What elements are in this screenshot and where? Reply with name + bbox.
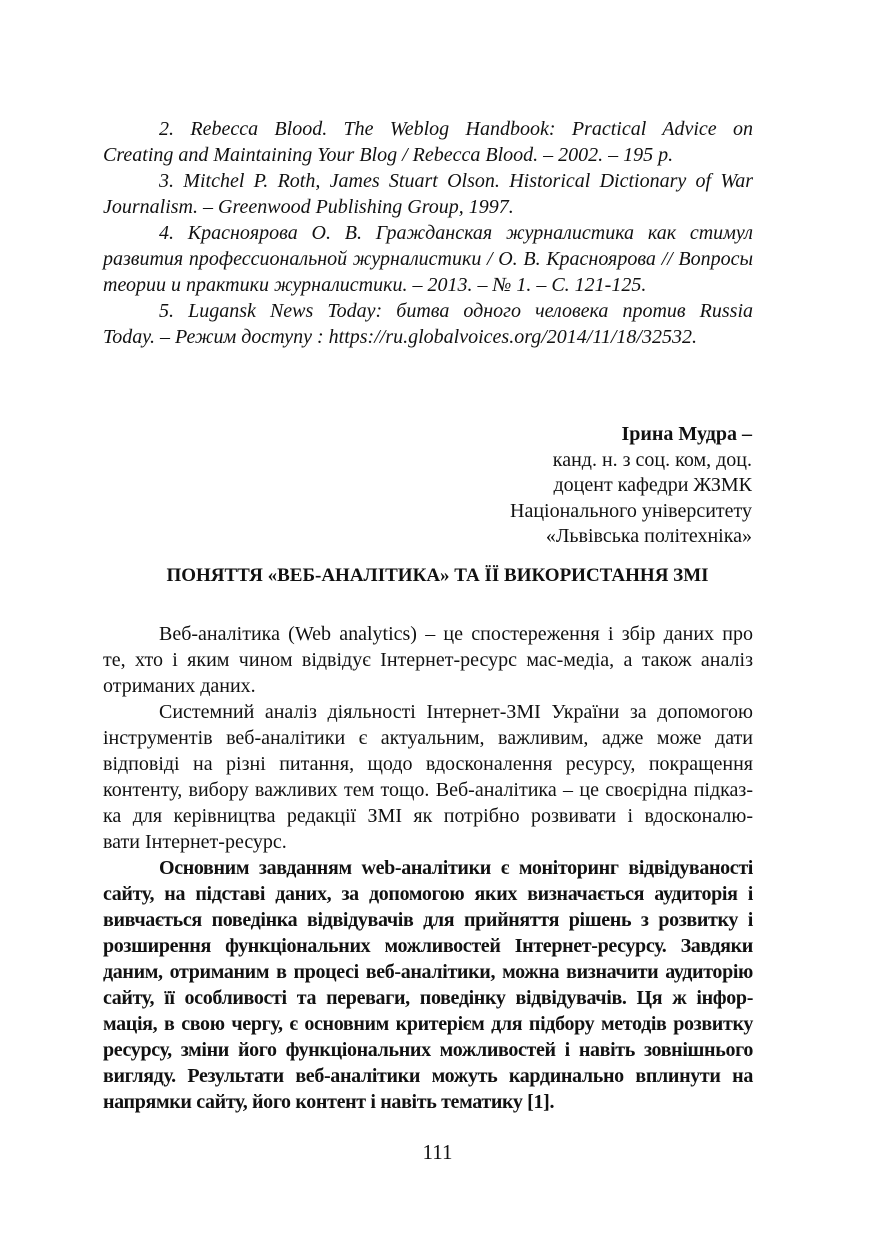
paragraph bbox=[103, 699, 753, 855]
references-list bbox=[103, 116, 753, 350]
paragraph bbox=[103, 621, 753, 699]
paragraph-line: отриманих даних. bbox=[103, 675, 256, 697]
page-number: 111 bbox=[422, 1140, 453, 1164]
author-name: Ірина Мудра – bbox=[621, 423, 752, 445]
paragraph-line: Веб-аналітика (Web analytics) – це спостереження і збір даних про bbox=[159, 623, 753, 645]
reference-line: теории и практики журналистики. – 2013. – № 1. – С. 121-125. bbox=[103, 274, 647, 296]
paragraph-line: Системний аналіз діяльності Інтернет-ЗМІ України за допомогою bbox=[159, 701, 753, 723]
paragraph-line: контенту, вибору важливих тем тощо. Веб-аналітика – це своєрідна підказ- bbox=[103, 779, 753, 801]
article-title: ПОНЯТТЯ «ВЕБ-АНАЛІТИКА» ТА ЇЇ ВИКОРИСТАННЯ ЗМІ bbox=[166, 565, 709, 586]
author-university: Національного університету bbox=[510, 499, 752, 522]
reference-line: 2. Rebecca Blood. The Weblog Handbook: Practical Advice on bbox=[159, 118, 753, 140]
paragraph-line: інструментів веб-аналітики є актуальним, важливим, адже може дати bbox=[103, 727, 753, 749]
reference-item bbox=[103, 116, 753, 168]
paragraph-line: мація, в свою чергу, є основним критерієм для підбору методів розвитку bbox=[103, 1013, 753, 1035]
paragraph-line: розширення функціональних можливостей Інтернет-ресурсу. Завдяки bbox=[103, 935, 753, 957]
author-degree: канд. н. з соц. ком, доц. bbox=[552, 448, 752, 471]
paragraph-line: відповіді на різні питання, щодо вдосконалення ресурсу, покращення bbox=[103, 753, 753, 775]
article-body bbox=[103, 621, 753, 1115]
paragraph-emphasized bbox=[103, 855, 753, 1115]
reference-line: 3. Mitchel P. Roth, James Stuart Olson. Historical Dictionary of War bbox=[159, 170, 753, 192]
reference-item bbox=[103, 220, 753, 298]
paragraph-line: вати Інтернет-ресурс. bbox=[103, 831, 287, 853]
paragraph-line: ресурсу, зміни його функціональних можливостей і навіть зовнішнього bbox=[103, 1039, 753, 1061]
paragraph-line: Основним завданням web-аналітики є моніторинг відвідуваності bbox=[159, 857, 753, 879]
reference-line: 5. Lugansk News Today: битва одного человека против Russia bbox=[159, 300, 753, 322]
paragraph-line: вигляду. Результати веб-аналітики можуть кардинально вплинути на bbox=[103, 1065, 753, 1087]
reference-line: 4. Краснoярова О. В. Гражданская журналистика как стимул bbox=[159, 222, 753, 244]
reference-item bbox=[103, 168, 753, 220]
reference-line: Journalism. – Greenwood Publishing Group, 1997. bbox=[103, 196, 514, 218]
paragraph-line: сайту, на підставі даних, за допомогою яких визначається аудиторія і bbox=[103, 883, 753, 905]
paragraph-line: те, хто і яким чином відвідує Інтернет-ресурс мас-медіа, а також аналіз bbox=[103, 649, 753, 671]
reference-line: Creating and Maintaining Your Blog / Rebecca Blood. – 2002. – 195 p. bbox=[103, 144, 674, 166]
reference-line: Today. – Режим доступу : https://ru.globalvoices.org/2014/11/18/32532. bbox=[103, 326, 697, 348]
paragraph-line: даним, отриманим в процесі веб-аналітики, можна визначити аудиторію bbox=[103, 961, 753, 983]
reference-item bbox=[103, 298, 753, 350]
author-position: доцент кафедри ЖЗМК bbox=[553, 474, 752, 496]
paragraph-line: напрямки сайту, його контент і навіть тематику [1]. bbox=[103, 1091, 555, 1113]
paragraph-line: ка для керівництва редакції ЗМІ як потрібно розвивати і вдосконалю- bbox=[103, 805, 753, 827]
author-block bbox=[510, 422, 752, 550]
paragraph-line: сайту, її особливості та переваги, поведінку відвідувачів. Ця ж інфор- bbox=[103, 987, 753, 1009]
author-university-name: «Львівська політехніка» bbox=[545, 525, 752, 547]
paragraph-line: вивчається поведінка відвідувачів для прийняття рішень з розвитку і bbox=[103, 909, 753, 931]
reference-line: развития профессиональной журналистики / О. В. Красноярова // Вопросы bbox=[103, 248, 753, 270]
